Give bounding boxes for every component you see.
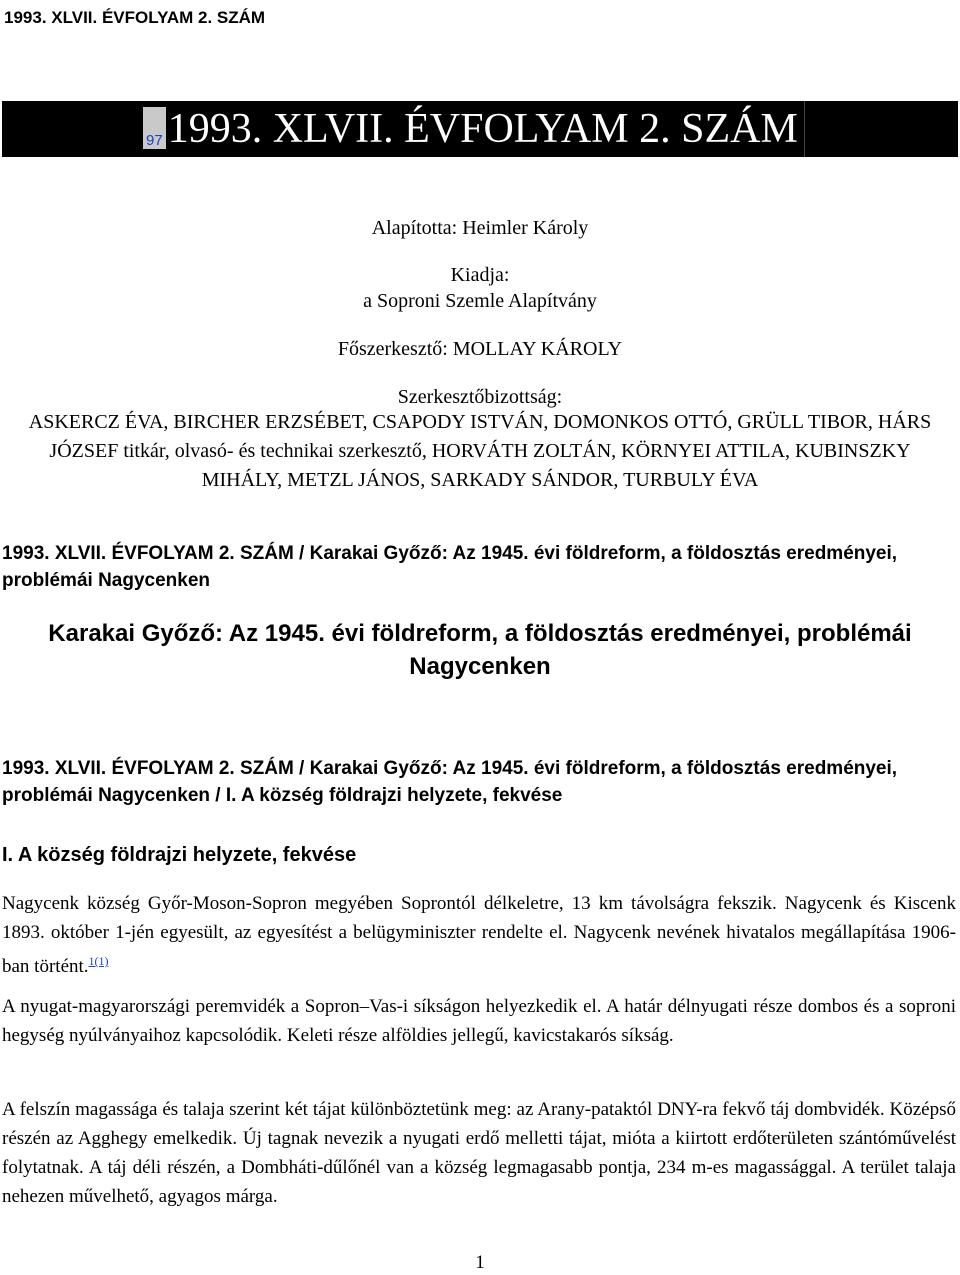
breadcrumb-section: 1993. XLVII. ÉVFOLYAM 2. SZÁM / Karakai Győző: Az 1945. évi földreform, a földosztás eredményei, problémái Nagycenken / I. A község földrajzi helyzete, fekvése <box>2 758 898 806</box>
section-heading: I. A község földrajzi helyzete, fekvése <box>2 844 357 866</box>
founder-line: Alapította: Heimler Károly <box>371 217 589 239</box>
publisher-label: Kiadja: <box>450 264 510 286</box>
article-title: Karakai Győző: Az 1945. évi földreform, a földosztás eredményei, problémái Nagycenken <box>48 620 912 680</box>
paragraph-2: A nyugat-magyarországi peremvidék a Sopron–Vas-i síkságon helyezkedik el. A határ délnyugati része dombos és a soproni hegység nyúlványaihoz kapcsolódik. Keleti része alföldies jellegű, kavicstakarós síkság. <box>2 996 956 1046</box>
editorial-board-members: ASKERCZ ÉVA, BIRCHER ERZSÉBET, CSAPODY ISTVÁN, DOMONKOS OTTÓ, GRÜLL TIBOR, HÁRS JÓZSEF titkár, olvasó- és technikai szerkesztő, HORVÁTH ZOLTÁN, KÖRNYEI ATTILA, KUBINSZKY MIHÁLY, METZL JÁNOS, SARKADY SÁNDOR, TURBULY ÉVA <box>28 411 932 491</box>
page-marker-link[interactable]: 97 <box>143 107 166 149</box>
editor-in-chief: Főszerkesztő: MOLLAY KÁROLY <box>337 338 623 360</box>
banner-title: 1993. XLVII. ÉVFOLYAM 2. SZÁM <box>168 101 805 157</box>
issue-banner <box>2 101 958 157</box>
paragraph-1 <box>2 889 956 981</box>
banner-content <box>143 101 805 157</box>
editorial-board-label: Szerkesztőbizottság: <box>397 386 563 408</box>
footnote-link[interactable]: 1(1) <box>88 954 109 968</box>
page-number: 1 <box>475 1252 485 1273</box>
breadcrumb-article: 1993. XLVII. ÉVFOLYAM 2. SZÁM / Karakai Győző: Az 1945. évi földreform, a földosztás eredményei, problémái Nagycenken <box>2 543 898 591</box>
publisher-name: a Soproni Szemle Alapítvány <box>363 290 597 312</box>
paragraph-3: A felszín magassága és talaja szerint két tájat különböztetünk meg: az Arany-pataktól DNY-ra fekvő táj dombvidék. Középső részén az Agghegy emelkedik. Új tagnak nevezik a nyugati erdő melletti tájat, mióta a kiirtott erdőterületen szántóművelést folytatnak. A táj déli részén, a Dombháti-dűlőnél van a község legmagasabb pontja, 234 m-es magassággal. A terület talaja nehezen művelhető, agyagos márga. <box>2 1099 956 1207</box>
paragraph-1-text: Nagycenk község Győr-Moson-Sopron megyében Soprontól délkeletre, 13 km távolságra fekszik. Nagycenk és Kiscenk 1893. október 1-jén egyesült, az egyesítést a belügyminiszter rendelte el. Nagycenk nevének hivatalos megállapítása 1906-ban történt. <box>2 893 956 977</box>
running-head: 1993. XLVII. ÉVFOLYAM 2. SZÁM <box>4 8 266 27</box>
